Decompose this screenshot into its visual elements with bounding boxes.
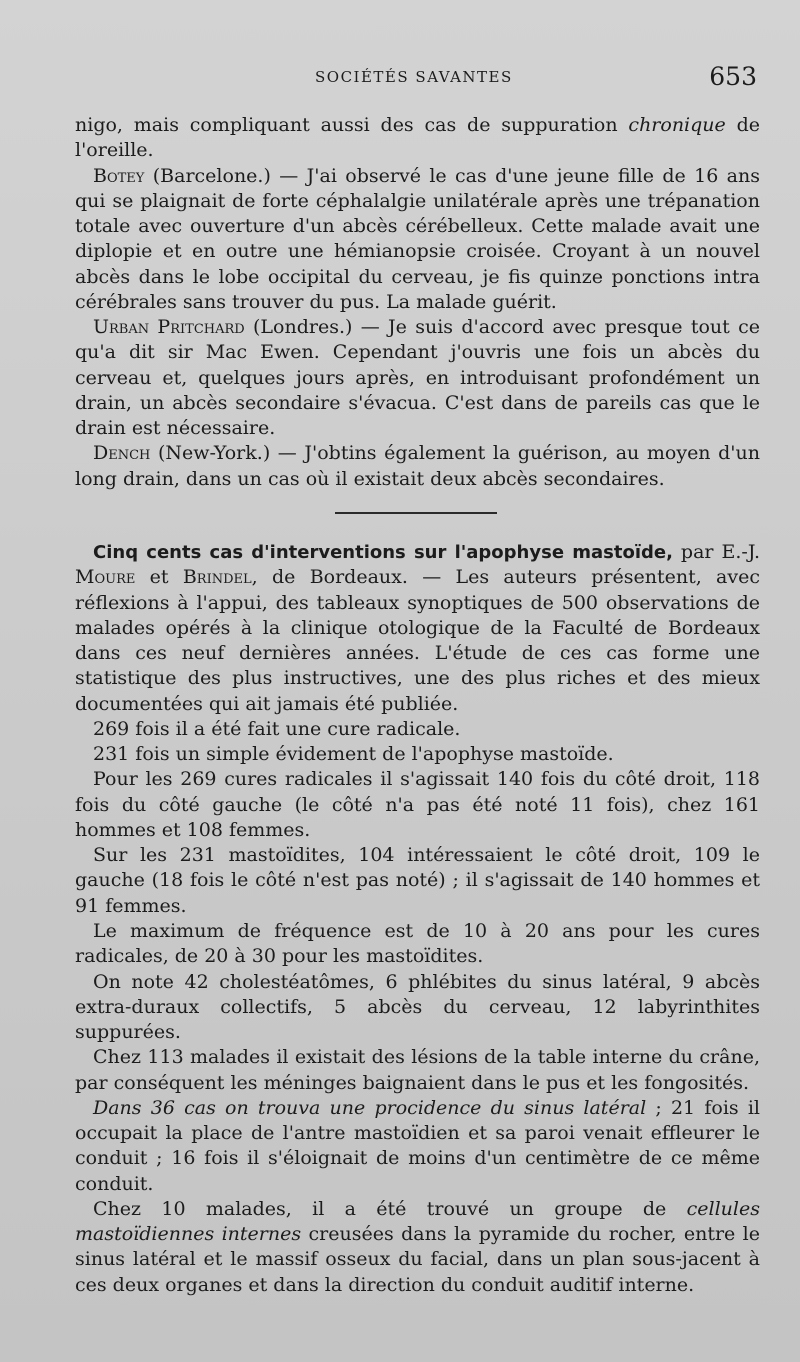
paragraph-dench: Dench (New-York.) — J'obtins également la guérison, au moyen d'un long drain, dans un cas où il existait deux abcès secondaires. [75, 442, 760, 490]
author-name: Brindel [182, 566, 252, 589]
paragraph: Pour les 269 cures radicales il s'agissait 140 fois du côté droit, 118 fois du côté gauche (le côté n'a pas été noté 11 fois), chez 161 hommes et 108 femmes. [75, 768, 760, 841]
speaker-name: Dench [93, 442, 151, 465]
paragraph-continuation: nigo, mais compliquant aussi des cas de suppuration chronique de l'oreille. [75, 114, 761, 162]
running-head: SOCIÉTÉS SAVANTES [315, 68, 513, 86]
paragraph: 231 fois un simple évidement de l'apophyse mastoïde. [93, 743, 614, 766]
paragraph-pritchard: Urban Pritchard (Londres.) — Je suis d'accord avec presque tout ce qu'a dit sir Mac Ewen. Cependant j'ouvris une fois un abcès du cerveau et, quelques jours après, en introduisant profondément un drain, un abcès secondaire s'évacua. C'est dans de pareils cas que le drain est nécessaire. [75, 316, 760, 440]
paragraph: Sur les 231 mastoïdites, 104 intéressaient le côté droit, 109 le gauche (18 fois le côté n'est pas noté) ; il s'agissait de 140 hommes et 91 femmes. [75, 844, 760, 917]
article-title: Cinq cents cas d'interventions sur l'apophyse mastoïde, [93, 541, 673, 563]
paragraph-botey: Botey (Barcelone.) — J'ai observé le cas d'une jeune fille de 16 ans qui se plaignait de forte céphalalgie unilatérale après une trépanation totale avec ouverture d'un abcès cérébelleux. Cette malade avait une diplopie et en outre une hémianopsie croisée. Croyant à un nouvel abcès dans le lobe occipital du cerveau, je fis quinze ponctions intra cérébrales sans trouver du pus. La malade guérit. [75, 164, 760, 313]
paragraph: Dans 36 cas on trouva une procidence du sinus latéral ; 21 fois il occupait la place de l'antre mastoïdien et sa paroi venait effleurer le conduit ; 16 fois il s'éloignait de moins d'un centimètre de ce même conduit. [75, 1096, 760, 1195]
body-text [75, 113, 760, 1298]
paragraph: Le maximum de fréquence est de 10 à 20 ans pour les cures radicales, de 20 à 30 pour les mastoïdites. [75, 919, 760, 968]
author-name: Moure [75, 566, 136, 589]
page-header [75, 62, 757, 96]
paragraph: 269 fois il a été fait une cure radicale. [93, 717, 461, 740]
section-divider [335, 512, 497, 514]
speaker-name: Urban Pritchard [93, 316, 245, 339]
speaker-name: Botey [93, 164, 145, 187]
page-number: 653 [709, 62, 757, 91]
article-intro: Cinq cents cas d'interventions sur l'apophyse mastoïde, par E.-J. Moure et Brindel, de Bordeaux. — Les auteurs présentent, avec réflexions à l'appui, des tableaux synoptiques de 500 observations de malades opérés à la clinique otologique de la Faculté de Bordeaux dans ces neuf dernières années. L'étude de ces cas forme une statistique des plus instructives, une des plus riches et des mieux documentées qui ait jamais été publiée. [75, 540, 760, 715]
paragraph: Chez 113 malades il existait des lésions de la table interne du crâne, par conséquent les méninges baignaient dans le pus et les fongosités. [75, 1046, 760, 1094]
paragraph: On note 42 cholestéatômes, 6 phlébites du sinus latéral, 9 abcès extra-duraux collectifs, 5 abcès du cerveau, 12 labyrinthites suppurées. [75, 970, 760, 1044]
paragraph: Chez 10 malades, il a été trouvé un groupe de cellules mastoïdiennes internes creusées dans la pyramide du rocher, entre le sinus latéral et le massif osseux du facial, dans un plan sous-jacent à ces deux organes et dans la direction du conduit auditif interne. [75, 1197, 760, 1296]
